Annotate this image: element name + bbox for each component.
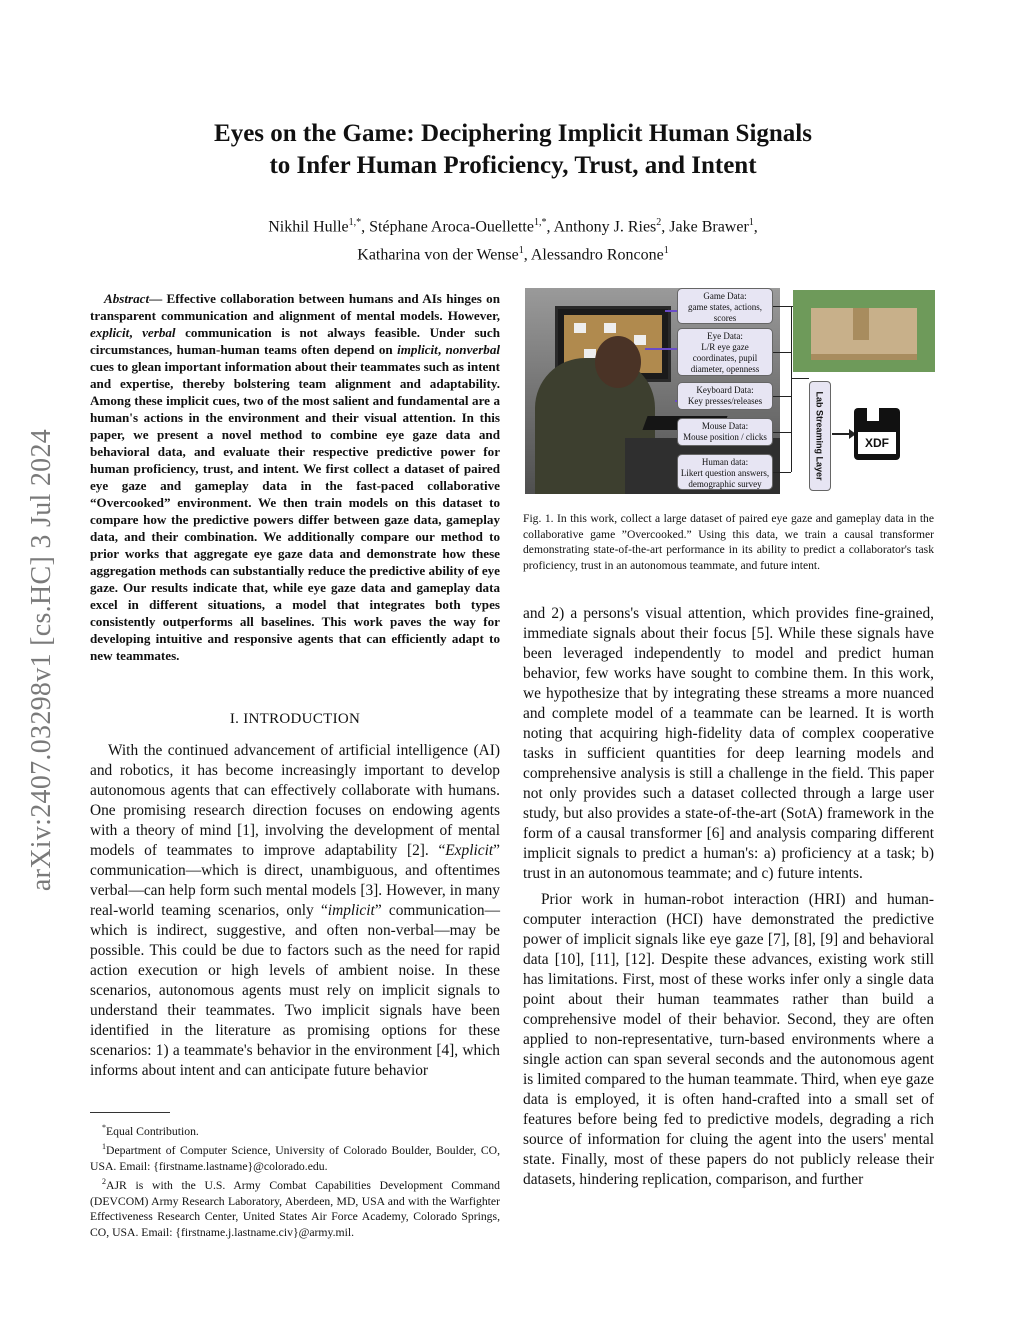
intro-text: With the continued advancement of artificial intelligence (AI) and robotics, it has become increasingly important to develop autonomous agents that can effectively collaborate with humans. One promising research direction focuses on endowing agents with a theory of mind [1], involving the development of mental models of teammates to improve adaptability [2]. “ [90, 742, 500, 859]
author-line-2 [90, 239, 936, 267]
game-data-box [677, 288, 773, 324]
floppy-notch [864, 408, 882, 424]
box-title: Mouse Data: [701, 421, 749, 431]
abstract-emphasis: explicit [90, 325, 130, 340]
intro-emphasis: implicit [327, 902, 375, 919]
paragraph-continuation: and 2) a persons's visual attention, which provides fine-grained, immediate signals about their focus [5]. While these signals have been leveraged independently to model and predict human behavior, few works have sought to combine them. In this work, we hypothesize that by integrating these streams a more nuanced and complete model of a teammate can be learned. It is worth noting that acquiring high-fidelity data of complex cooperative tasks in sufficient quantities for deep learning models and comprehensive analysis is still a challenge in the field. This paper not only provides such a dataset collected through a large user study, but also provides a state-of-the-art (SotA) framework in the form of a causal transformer [6] and analysis comparing different implicit signals to predict a human's: a) proficiency at a task; b) trust in an autonomous teammate; and c) future intents. [523, 605, 934, 882]
connector-line [791, 306, 792, 472]
game-counter [811, 354, 917, 360]
section-heading: I. INTRODUCTION [229, 711, 361, 727]
human-data-box [677, 454, 773, 490]
box-body: Key presses/releases [687, 396, 763, 406]
footnote [90, 1174, 500, 1240]
footnote [90, 1120, 500, 1139]
abstract-text: communication is not always feasible. Under such circumstances, human-human teams often depend on [90, 325, 500, 357]
author-line-1 [90, 211, 936, 239]
author-affiliation: 1 [748, 217, 754, 228]
footnote [90, 1139, 500, 1174]
box-body: Likert question answers, demographic survey [680, 468, 770, 489]
abstract-text: , [129, 325, 143, 340]
box-body: Mouse position / clicks [683, 432, 767, 442]
mouse-data-box [677, 418, 773, 446]
footnote-text: Equal Contribution. [106, 1124, 199, 1138]
connector-line [773, 472, 791, 473]
box-title: Human data: [701, 457, 749, 467]
game-counter [853, 308, 869, 340]
abstract-text: Effective collaboration between humans and AIs hinges on transparent communication and alignment of mental models. However, [90, 291, 500, 323]
connector-line [645, 348, 679, 350]
arxiv-identifier [14, 360, 70, 960]
abstract-emphasis: nonverbal [445, 342, 501, 357]
intro-text: ” communication—which is indirect, suggestive, and often non-verbal—may be possible. This could be due to factors such as the need for rapid action execution or high levels of ambient noise. In these scenarios, autonomous agents must rely on implicit signals to understand their teammates. Two implicit signals have been identified in the literature as promising options for these scenarios: 1) a teammate's behavior in the environment [4], which informs about intent and can anticipate future behavior [90, 902, 500, 1079]
connector-line [773, 432, 791, 433]
abstract-text: , [437, 342, 446, 357]
intro-emphasis: Explicit [445, 842, 494, 859]
author-name: Anthony J. Ries [553, 218, 657, 236]
arxiv-identifier-text: arXiv:2407.03298v1 [cs.HC] 3 Jul 2024 [26, 428, 57, 892]
footnote-mark: * [102, 1123, 106, 1132]
box-title: Keyboard Data: [696, 385, 754, 395]
author-affiliation: 1 [518, 245, 524, 257]
figure-caption: Fig. 1. In this work, collect a large dataset of paired eye gaze and gameplay data in the collaborative game ”Overcooked.” Using this data, we train a causal transformer demonstrating state-of-the-art performance in its ability to predict a collaborator's task proficiency, trust in an autonomous teammate, and future intent. [523, 512, 934, 572]
abstract-text: cues to glean important information about their teammates such as intent and expertise, thereby bolstering team alignment and adaptability. Among these implicit cues, two of the most salient and fundamental are a human's actions in the environment and their visual attention. In this paper, we present a novel method to combine eye gaze data and behavioral data, and evaluate their respective predictive power for human proficiency, trust, and intent. We first collect a dataset of paired eye gaze and gameplay data in the fast-paced collaborative “Overcooked” environment. We then train models on this dataset to compare how the predictive powers differ between gaze data, gameplay data, and their combination. We additionally compare our method to prior works that aggregate eye gaze data and demonstrate how these aggregation methods can substantially reduce the predictive ability of eye gaze. Our results indicate that, while eye gaze data and gameplay data excel in different situations, a model that integrates both types consistently outperforms all baselines. This work paves the way for developing intuitive and responsive agents that can efficiently adapt to new teammates. [90, 359, 501, 663]
author-name: Alessandro Roncone [530, 246, 664, 264]
box-title: Game Data: [703, 291, 747, 301]
connector-line [791, 378, 809, 379]
footnote-mark: 2 [102, 1177, 106, 1187]
author-separator: , [523, 246, 531, 264]
intro-paragraph [90, 741, 500, 1081]
author-name: Jake Brawer [669, 218, 749, 236]
xdf-file-icon [854, 408, 900, 460]
abstract-lead: Abstract [104, 291, 150, 306]
author-separator: , [546, 218, 554, 236]
footnote-text: Department of Computer Science, University of Colorado Boulder, Boulder, CO, USA. Email: {firstname.lastname}@colorado.edu. [90, 1144, 500, 1173]
author-name: Katharina von der Wense [357, 246, 519, 264]
box-body: game states, actions, scores [688, 302, 762, 323]
author-name: Nikhil Hulle [268, 218, 349, 236]
abstract-emphasis: verbal [142, 325, 176, 340]
introduction-text [90, 741, 500, 1081]
abstract [90, 290, 500, 664]
paper-title [90, 118, 936, 182]
connector-line [773, 396, 791, 397]
box-body: L/R eye gaze coordinates, pupil diameter, openness [690, 342, 760, 374]
participant-head [595, 336, 641, 388]
figure-1 [525, 286, 935, 496]
author-list [90, 211, 936, 268]
right-column-text [523, 604, 934, 1190]
author-separator: , [661, 218, 670, 236]
intro-text: ” communication—which is direct, unambiguous, and oftentimes verbal—can help form such mental models [3]. However, in many real-world teaming scenarios, only “ [90, 842, 500, 919]
connector-line [773, 306, 793, 307]
author-affiliation: 1 [663, 245, 669, 257]
lab-streaming-layer-box [809, 381, 831, 491]
author-name: Stéphane Aroca-Ouellette [369, 218, 534, 236]
box-title: Eye Data: [707, 331, 743, 341]
keyboard-data-box [677, 382, 773, 410]
arrow-icon [832, 433, 850, 435]
title-line-2: to Infer Human Proficiency, Trust, and Intent [269, 152, 757, 179]
author-affiliation: 1,* [533, 217, 547, 228]
xdf-label: XDF [858, 432, 896, 454]
overcooked-game-image [793, 290, 935, 372]
footnotes [90, 1120, 500, 1240]
eye-data-box [677, 328, 773, 376]
footnote-rule [90, 1112, 170, 1113]
title-line-1: Eyes on the Game: Deciphering Implicit Human Signals [214, 120, 812, 147]
author-affiliation: 2 [656, 217, 662, 228]
author-separator: , [361, 218, 370, 236]
abstract-emphasis: implicit [397, 342, 438, 357]
footnote-text: AJR is with the U.S. Army Combat Capabilities Development Command (DEVCOM) Army Research Laboratory, Aberdeen, MD, USA and with the Warfighter Effectiveness Research Center, United States Air Force Academy, Colorado Springs, CO, USA. Email: {firstname.j.lastname.civ}@army.mil. [90, 1179, 500, 1239]
footnote-mark: 1 [102, 1142, 106, 1152]
lsl-label: Lab Streaming Layer [815, 391, 825, 481]
abstract-dash: — [149, 291, 167, 306]
paragraph-prior-work: Prior work in human-robot interaction (HRI) and human-computer interaction (HCI) have demonstrated the predictive power of implicit signals like eye gaze [7], [8], [9] and behavioral data [10], [11], [12]. Despite these advances, existing work still has limitations. First, most of these works infer only a single data point about their human teammates rather than build a comprehensive model of their behavior. Second, they are often applied to non-representative, turn-based environments where a single action can span several seconds and the autonomous agent is limited compared to the human teammate. Third, when eye gaze data is employed, it is often hand-crafted into a small set of features before being fed to predictive models, degrading a rich source of information for cluing the agent into the users' mental state. Finally, most of these papers do not publicly release their datasets, hindering replication, comparison, and further [523, 891, 934, 1188]
author-separator: , [753, 218, 758, 236]
connector-line [773, 352, 791, 353]
author-affiliation: 1,* [348, 217, 362, 228]
